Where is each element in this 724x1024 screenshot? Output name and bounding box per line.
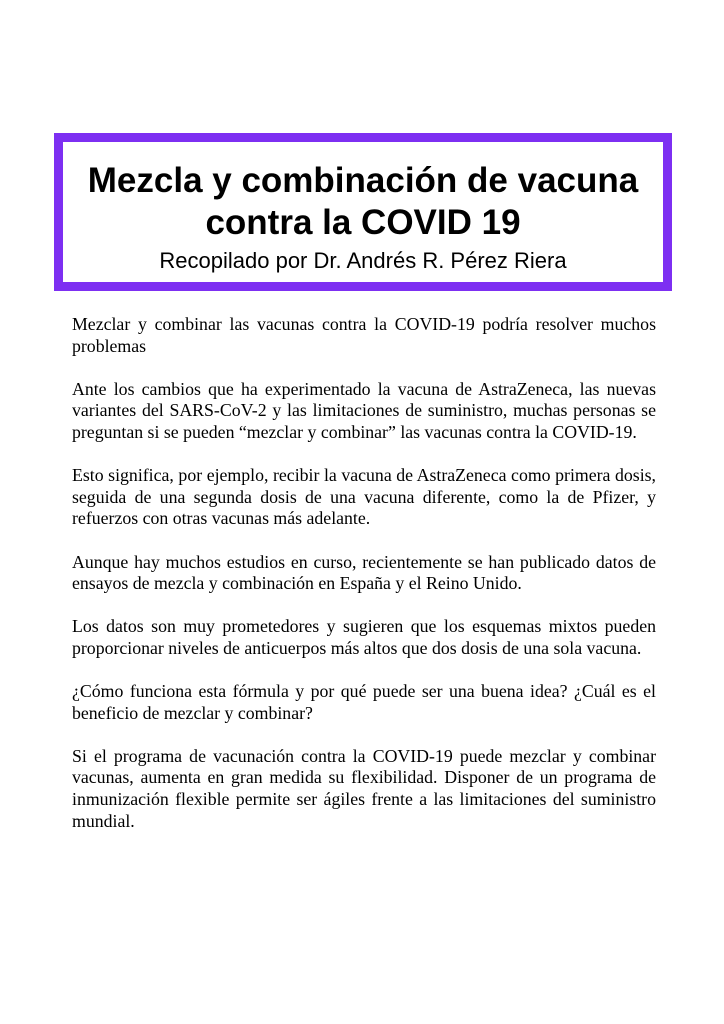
document-body — [72, 314, 656, 854]
paragraph-intro: Mezclar y combinar las vacunas contra la COVID-19 podría resolver muchos problemas — [72, 314, 656, 356]
paragraph-context: Ante los cambios que ha experimentado la vacuna de AstraZeneca, las nuevas variantes del SARS-CoV-2 y las limitaciones de suministro, muchas personas se preguntan si se pueden “mezclar y combinar” las vacunas contra la COVID-19. — [72, 378, 656, 442]
paragraph-data: Los datos son muy prometedores y sugieren que los esquemas mixtos pueden proporcionar niveles de anticuerpos más altos que dos dosis de una sola vacuna. — [72, 616, 656, 658]
title-box — [54, 133, 672, 291]
paragraph-question: ¿Cómo funciona esta fórmula y por qué puede ser una buena idea? ¿Cuál es el beneficio de mezclar y combinar? — [72, 681, 656, 723]
paragraph-studies: Aunque hay muchos estudios en curso, recientemente se han publicado datos de ensayos de mezcla y combinación en España y el Reino Unido. — [72, 551, 656, 594]
document-title: Mezcla y combinación de vacuna contra la COVID 19 — [87, 161, 639, 242]
document-subtitle: Recopilado por Dr. Andrés R. Pérez Riera — [159, 248, 567, 273]
paragraph-flexibility: Si el programa de vacunación contra la COVID-19 puede mezclar y combinar vacunas, aumenta en gran medida su flexibilidad. Disponer de un programa de inmunización flexible permite ser ágiles frente a las limitaciones del suministro mundial. — [72, 745, 656, 831]
paragraph-example: Esto significa, por ejemplo, recibir la vacuna de AstraZeneca como primera dosis, seguida de una segunda dosis de una vacuna diferente, como la de Pfizer, y refuerzos con otras vacunas más adelante. — [72, 465, 656, 529]
